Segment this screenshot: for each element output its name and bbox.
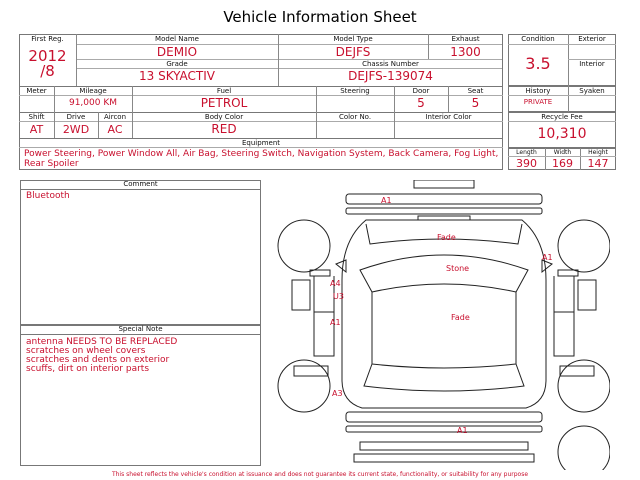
width-value: 169 (552, 157, 573, 170)
drive-label: Drive (66, 113, 86, 121)
disclaimer: This sheet reflects the vehicle's condition at issuance and does not guarantee its current state, functionality, or suitability for any purpose (111, 471, 529, 478)
equipment-value: Power Steering, Power Window All, Air Bag, Steering Switch, Navigation System, Back Camera, Fog Light, Rear Spoiler (24, 149, 499, 169)
aircon-value: AC (107, 123, 123, 136)
first-reg-value: 2012 /8 (28, 47, 67, 80)
fuel-value: PETROL (200, 96, 248, 110)
damage-mark-left-rear-door: A1 (330, 318, 341, 327)
interior-label: Interior (579, 60, 605, 68)
seat-value: 5 (471, 96, 480, 110)
interior-color-label: Interior Color (425, 113, 472, 121)
syaken-label: Syaken (579, 87, 605, 95)
damage-mark-left-front-door-2: U3 (333, 292, 344, 301)
wheel-front-right-icon (558, 220, 610, 272)
wheel-front-left-icon (278, 220, 330, 272)
divider (20, 334, 261, 335)
history-value: PRIVATE (523, 98, 553, 106)
history-label: History (525, 87, 551, 95)
aircon-label: Aircon (103, 113, 127, 121)
door-label: Door (412, 87, 430, 95)
damage-mark-left-rear-quarter: A3 (332, 389, 343, 398)
damage-mark-windshield: Stone (446, 264, 470, 273)
special-note-item: antenna NEEDS TO BE REPLACED (26, 337, 178, 347)
length-label: Length (516, 149, 537, 156)
page-title: Vehicle Information Sheet (223, 8, 417, 26)
model-type-value: DEJFS (335, 45, 371, 59)
divider (508, 44, 616, 45)
body-color-label: Body Color (204, 113, 244, 121)
recycle-fee-label: Recycle Fee (541, 113, 583, 121)
comment-value: Bluetooth (26, 191, 70, 201)
car-damage-diagram (270, 180, 610, 470)
damage-mark-rear-bumper: A1 (457, 426, 468, 435)
height-value: 147 (587, 157, 609, 170)
damage-mark-roof: Fade (451, 313, 470, 322)
length-value: 390 (516, 157, 537, 170)
height-label: Height (588, 149, 608, 156)
shift-label: Shift (28, 113, 45, 121)
model-type-label: Model Type (333, 35, 373, 43)
damage-mark-left-front-door: A4 (330, 279, 341, 288)
damage-mark-front-bumper: A1 (381, 196, 392, 205)
drive-value: 2WD (62, 123, 90, 136)
exhaust-value: 1300 (450, 45, 481, 59)
condition-label: Condition (521, 35, 555, 43)
grade-label: Grade (166, 60, 188, 68)
mileage-value: 91,000 KM (68, 98, 118, 108)
exhaust-label: Exhaust (451, 35, 480, 43)
model-name-value: DEMIO (156, 45, 198, 59)
model-name-label: Model Name (155, 35, 199, 43)
special-note-item: scratches on wheel covers (26, 346, 146, 356)
steering-label: Steering (340, 87, 370, 95)
first-reg-label: First Reg. (31, 35, 64, 43)
meter-label: Meter (26, 87, 47, 95)
condition-value: 3.5 (525, 54, 551, 73)
equipment-label: Equipment (242, 139, 280, 147)
special-note-label: Special Note (118, 325, 163, 333)
divider (76, 44, 502, 45)
door-value: 5 (417, 96, 425, 110)
special-note-item: scratches and dents on exterior (26, 355, 170, 365)
wheel-rear-left-icon (278, 360, 330, 412)
comment-label: Comment (123, 180, 158, 188)
damage-mark-hood: Fade (437, 233, 456, 242)
width-label: Width (553, 149, 572, 156)
chassis-number-value: DEJFS-139074 (348, 69, 433, 83)
color-no-label: Color No. (338, 113, 372, 121)
special-note-item: scuffs, dirt on interior parts (26, 364, 150, 374)
divider (20, 189, 261, 190)
exterior-label: Exterior (578, 35, 606, 43)
mileage-label: Mileage (79, 87, 107, 95)
spare-tire-icon (558, 426, 610, 470)
seat-label: Seat (467, 87, 484, 95)
chassis-number-label: Chassis Number (362, 60, 419, 68)
recycle-fee-value: 10,310 (537, 126, 587, 142)
body-color-value: RED (211, 122, 237, 136)
shift-value: AT (29, 123, 44, 136)
grade-value: 13 SKYACTIV (139, 69, 215, 83)
damage-mark-right-front-fender: A1 (542, 253, 553, 262)
fuel-label: Fuel (216, 87, 232, 95)
comment-box (20, 180, 261, 325)
wheel-rear-right-icon (558, 360, 610, 412)
